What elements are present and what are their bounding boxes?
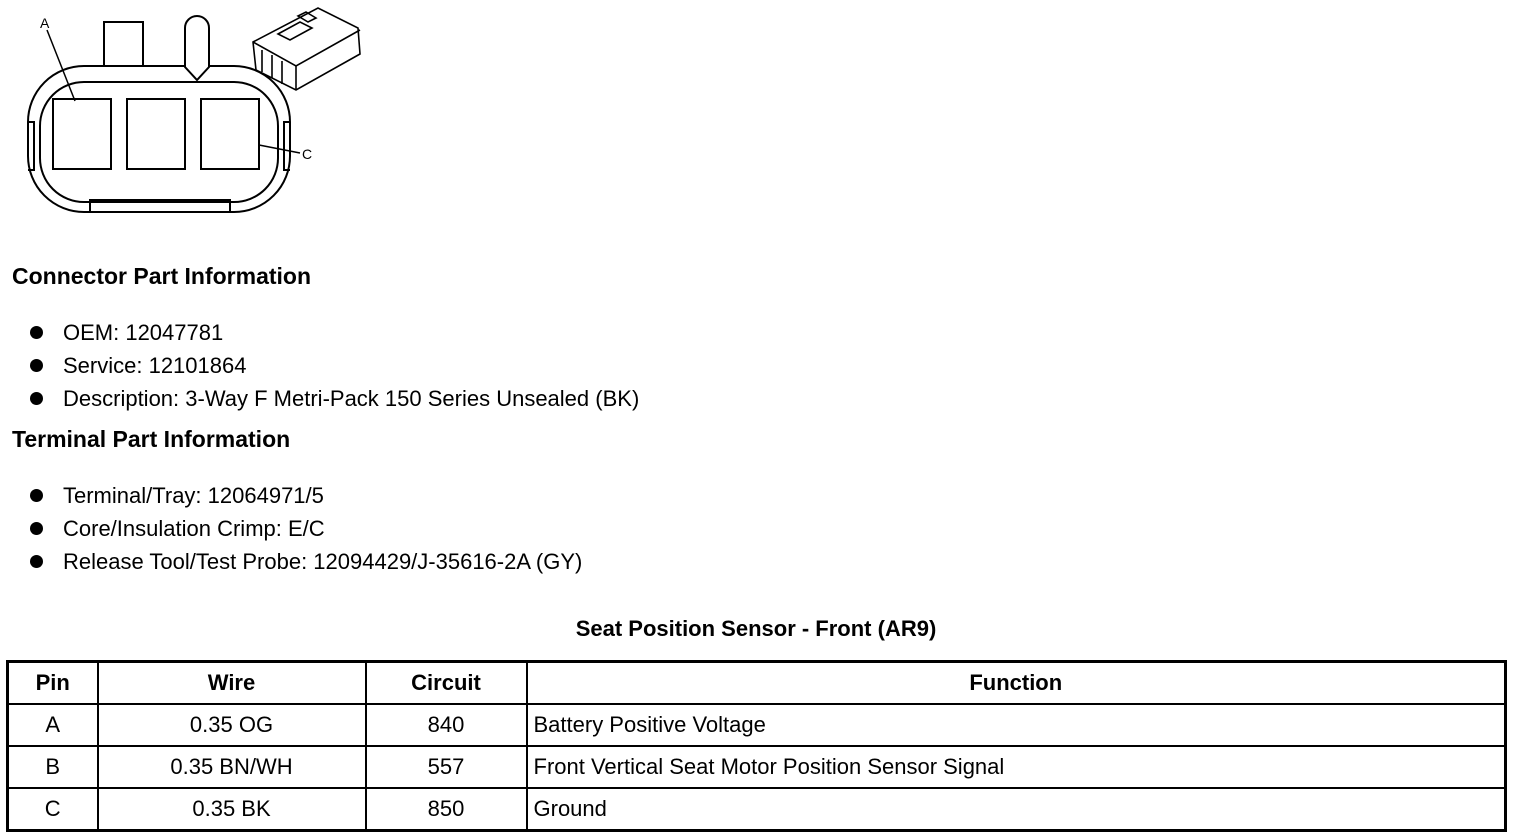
connector-diagram [0,0,380,230]
pin-cell: A [8,704,98,746]
list-item: Release Tool/Test Probe: 12094429/J-35616-2A (GY) [28,545,582,578]
table-row [8,704,1506,746]
function-cell: Battery Positive Voltage [527,704,1506,746]
pin-cell: C [8,788,98,831]
function-cell: Front Vertical Seat Motor Position Sensor Signal [527,746,1506,788]
bullet-icon [30,555,43,568]
column-header-function: Function [527,662,1506,705]
connector-info-heading: Connector Part Information [12,263,312,289]
circuit-cell: 557 [366,746,527,788]
pin-a-callout: A [40,15,50,31]
bullet-icon [30,489,43,502]
wire-cell: 0.35 OG [98,704,366,746]
pin-c-callout: C [302,146,313,162]
bullet-icon [30,359,43,372]
bullet-icon [30,522,43,535]
list-item: Service: 12101864 [28,349,639,382]
list-item: Terminal/Tray: 12064971/5 [28,479,582,512]
list-item: OEM: 12047781 [28,316,639,349]
terminal-info-heading: Terminal Part Information [12,426,291,452]
table-row [8,788,1506,831]
wire-cell: 0.35 BK [98,788,366,831]
function-cell: Ground [527,788,1506,831]
list-item: Core/Insulation Crimp: E/C [28,512,582,545]
circuit-cell: 850 [366,788,527,831]
connector-info-list [28,316,639,415]
pin-cell: B [8,746,98,788]
terminal-info-list [28,479,582,578]
column-header-wire: Wire [98,662,366,705]
table-title: Seat Position Sensor - Front (AR9) [575,616,937,641]
connector-face-drawing [0,0,380,230]
wire-cell: 0.35 BN/WH [98,746,366,788]
table-row [8,746,1506,788]
list-item: Description: 3-Way F Metri-Pack 150 Series Unsealed (BK) [28,382,639,415]
bullet-icon [30,326,43,339]
column-header-circuit: Circuit [366,662,527,705]
pinout-table [6,660,1507,832]
column-header-pin: Pin [8,662,98,705]
circuit-cell: 840 [366,704,527,746]
table-header-row [8,662,1506,705]
bullet-icon [30,392,43,405]
